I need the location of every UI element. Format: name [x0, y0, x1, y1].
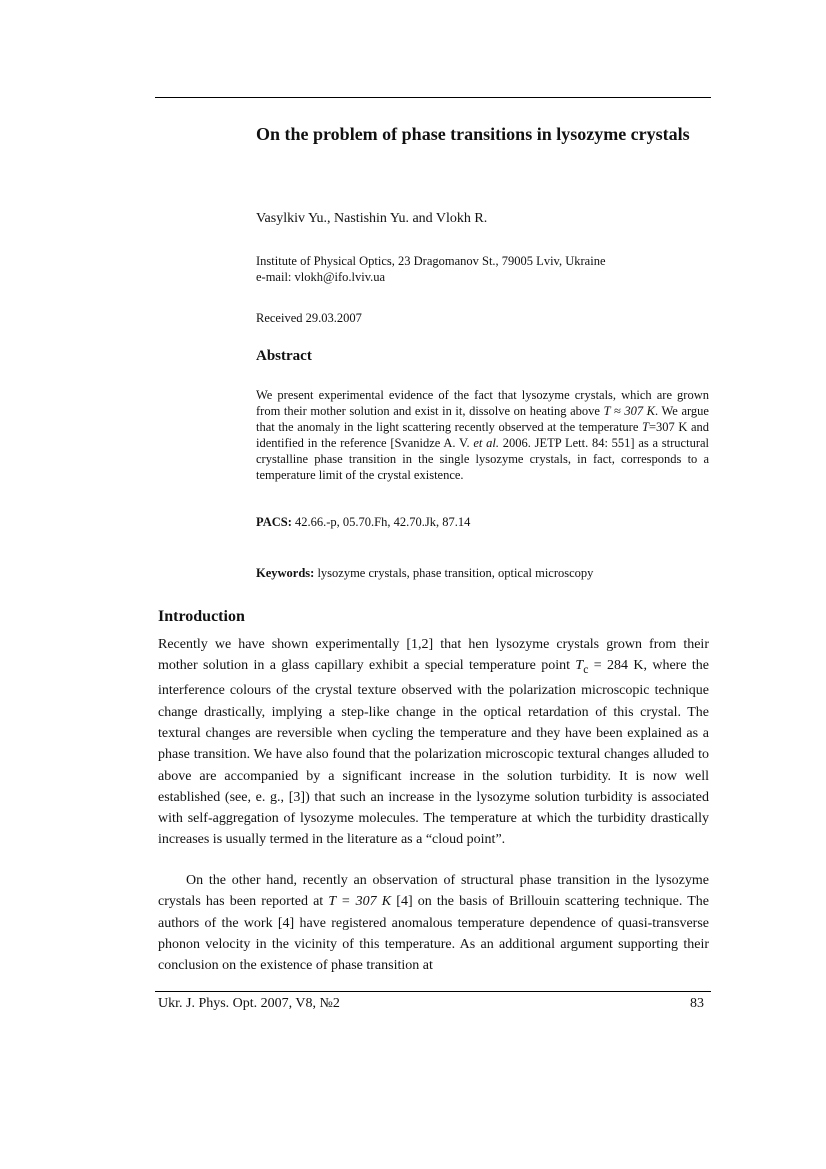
para2-text-b: [4] on the basis of Brillouin scattering technique. The authors of the work [4] have registered anomalous temperature dependence of quasi-transverse phonon velocity in the vicinity of this temperature. As an additional argument supporting their conclusion on the existence of phase transition at — [158, 894, 709, 974]
pacs-label: PACS: — [256, 515, 292, 529]
footer-rule — [155, 991, 711, 992]
page-number: 83 — [690, 996, 704, 1011]
email: e-mail: vlokh@ifo.lviv.ua — [256, 270, 386, 284]
abstract-part4: 2006. JETP Lett. 84: 551] as a structural crystalline phase transition in the single lysozyme crystals, in fact, corresponds to a temperature limit of the crystal existence. — [256, 436, 709, 482]
paper-title: On the problem of phase transitions in lysozyme crystals — [256, 124, 690, 144]
para1-math-rest: = 284 K — [588, 658, 644, 674]
para1-math-sub: c — [583, 663, 589, 677]
para1-math-t: T — [575, 658, 584, 674]
para1-text-b: , where the interference colours of the crystal texture observed with the polarization microscopic technique change drastically, implying a step-like change in the optical retardation of this crystal. The textural changes are reversible when cycling the temperature and they have been explained as a phase transition. We have also found that the polarization microscopic textural changes alluded to above are accompanied by a significant increase in the solution turbidity. It is now well established (see, e. g., [3]) that such an increase in the lysozyme solution turbidity is associated with self-aggregation of lysozyme molecules. The temperature at which the turbidity drastically increases is usually termed in the literature as a “cloud point”. — [158, 658, 709, 848]
abstract-heading: Abstract — [256, 348, 312, 364]
journal-citation: Ukr. J. Phys. Opt. 2007, V8, №2 — [158, 996, 340, 1011]
keywords-line — [256, 566, 593, 581]
affiliation-block — [256, 253, 606, 285]
introduction-heading: Introduction — [158, 608, 245, 625]
abstract-math2: T — [642, 420, 649, 434]
abstract-part3: =307 K and identified in the reference [Svanidze A. V. — [256, 420, 710, 450]
paragraph-2 — [158, 870, 709, 976]
keywords-label: Keywords: — [256, 566, 315, 580]
paragraph-1 — [158, 634, 709, 851]
abstract-math1: T ≈ 307 K — [603, 404, 656, 418]
affiliation: Institute of Physical Optics, 23 Dragomanov St., 79005 Lviv, Ukraine — [256, 254, 606, 268]
abstract-text — [256, 387, 709, 483]
pacs-codes: 42.66.-p, 05.70.Fh, 42.70.Jk, 87.14 — [291, 515, 471, 529]
header-rule — [155, 97, 711, 98]
para1-text-a: Recently we have shown experimentally [1,2] that hen lysozyme crystals grown from their mother solution in a glass capillary exhibit a special temperature point — [158, 637, 709, 674]
para2-text-a: On the other hand, recently an observation of structural phase transition in the lysozyme crystals has been reported at — [158, 873, 709, 910]
abstract-part1: We present experimental evidence of the fact that lysozyme crystals, which are grown from their mother solution and exist in it, dissolve on heating above — [256, 388, 709, 418]
received-date: Received 29.03.2007 — [256, 311, 362, 325]
abstract-etal: et al. — [473, 436, 499, 450]
para2-math: T = 307 K — [328, 894, 392, 910]
authors: Vasylkiv Yu., Nastishin Yu. and Vlokh R. — [256, 211, 488, 226]
abstract-part2: . We argue that the anomaly in the light scattering recently observed at the temperature — [256, 404, 709, 434]
pacs-line — [256, 515, 470, 530]
keywords-list: lysozyme crystals, phase transition, optical microscopy — [314, 566, 594, 580]
